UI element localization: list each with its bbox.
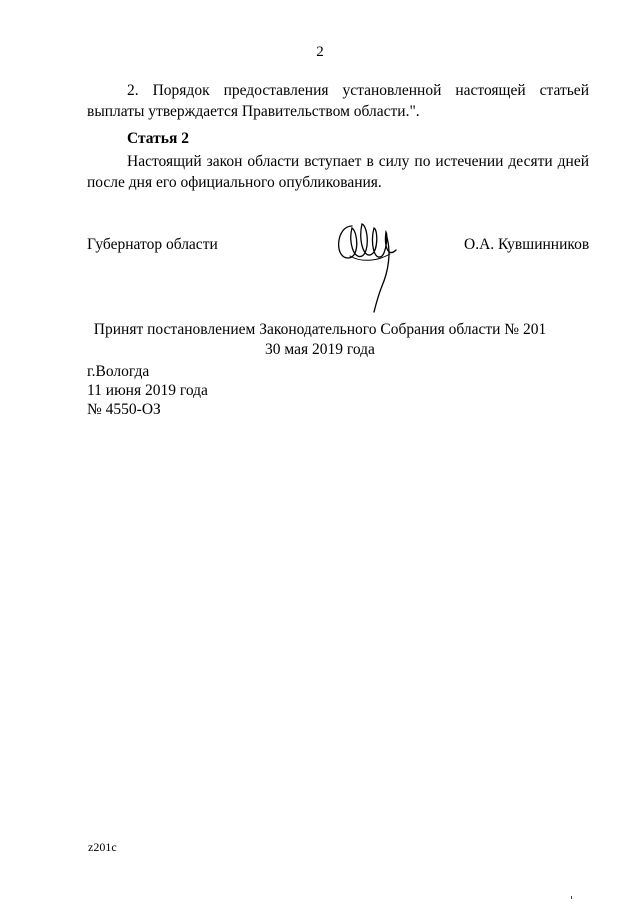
place-date-block bbox=[87, 362, 208, 419]
governor-name: О.А. Кувшинников bbox=[464, 236, 590, 253]
governor-title: Губернатор области bbox=[87, 236, 218, 253]
adoption-line-2: 30 мая 2019 года bbox=[265, 341, 375, 358]
paragraph-1 bbox=[87, 80, 589, 122]
page-number: 2 bbox=[316, 44, 324, 60]
article-2-text: Настоящий закон области вступает в силу по истечении десяти дней после дня его официального опубликования. bbox=[87, 153, 589, 191]
article-2-heading: Статья 2 bbox=[127, 130, 189, 147]
paragraph-1-text: 2. Порядок предоставления установленной настоящей статьей выплаты утверждается Правительством области.". bbox=[87, 82, 589, 120]
city: г.Вологда bbox=[87, 363, 150, 380]
law-number: № 4550-ОЗ bbox=[87, 401, 161, 418]
signature-icon bbox=[330, 212, 400, 317]
corner-mark bbox=[571, 896, 572, 899]
signing-date: 11 июня 2019 года bbox=[87, 382, 208, 399]
document-code: z201c bbox=[88, 840, 117, 854]
adoption-line-1: Принят постановлением Законодательного Собрания области № 201 bbox=[93, 321, 547, 338]
adoption-note bbox=[0, 320, 640, 360]
article-2-paragraph bbox=[87, 151, 589, 193]
